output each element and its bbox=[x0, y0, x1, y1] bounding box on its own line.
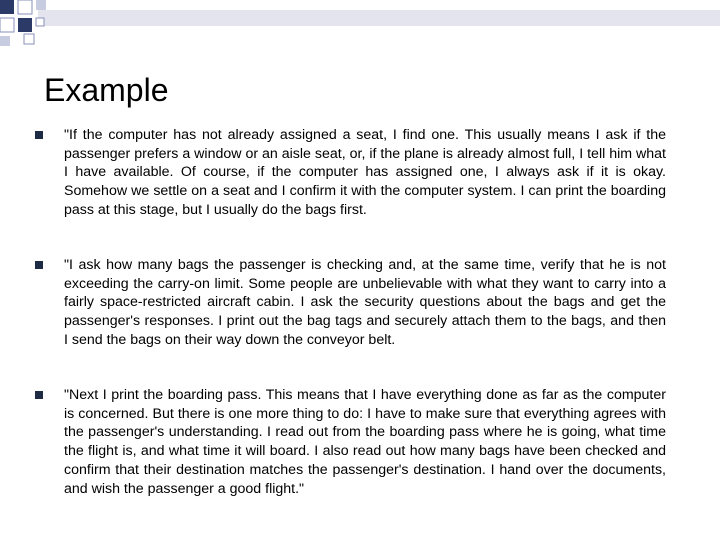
slide-title: Example bbox=[44, 72, 169, 108]
square-bullet-icon bbox=[35, 391, 43, 399]
square-bullet-icon bbox=[35, 261, 43, 269]
bullet-text: "If the computer has not already assigned a seat, I find one. This usually means I ask if the passenger prefers a window or an aisle seat, or, if the plane is already almost full, I tell him what I have available. Of course, if the computer has assigned one, I always ask if it is okay. Somehow we settle on a seat and I confirm it with the computer system. I can print the boarding pass at this stage, but I usually do the bags first. bbox=[64, 127, 666, 218]
header-decoration bbox=[0, 0, 720, 50]
square-bullet-icon bbox=[35, 131, 43, 139]
bullet-text: "Next I print the boarding pass. This means that I have everything done as far as the computer is concerned. But there is one more thing to do: I have to make sure that everything agrees with the passenger's understanding. I read out from the boarding pass where he is going, what time the flight is, and what time it will board. I also read out how many bags have been checked and confirm that their destination matches the passenger's destination. I hand over the documents, and wish the passenger a good flight." bbox=[64, 387, 666, 497]
bullet-text: "I ask how many bags the passenger is checking and, at the same time, verify that he is not exceeding the carry-on limit. Some people are unbelievable with what they want to carry into a fairly space-restricted aircraft cabin. I ask the security questions about the bags and get the passenger's responses. I print out the bag tags and securely attach them to the bags, and then I send the bags on their way down the conveyor belt. bbox=[64, 257, 666, 348]
